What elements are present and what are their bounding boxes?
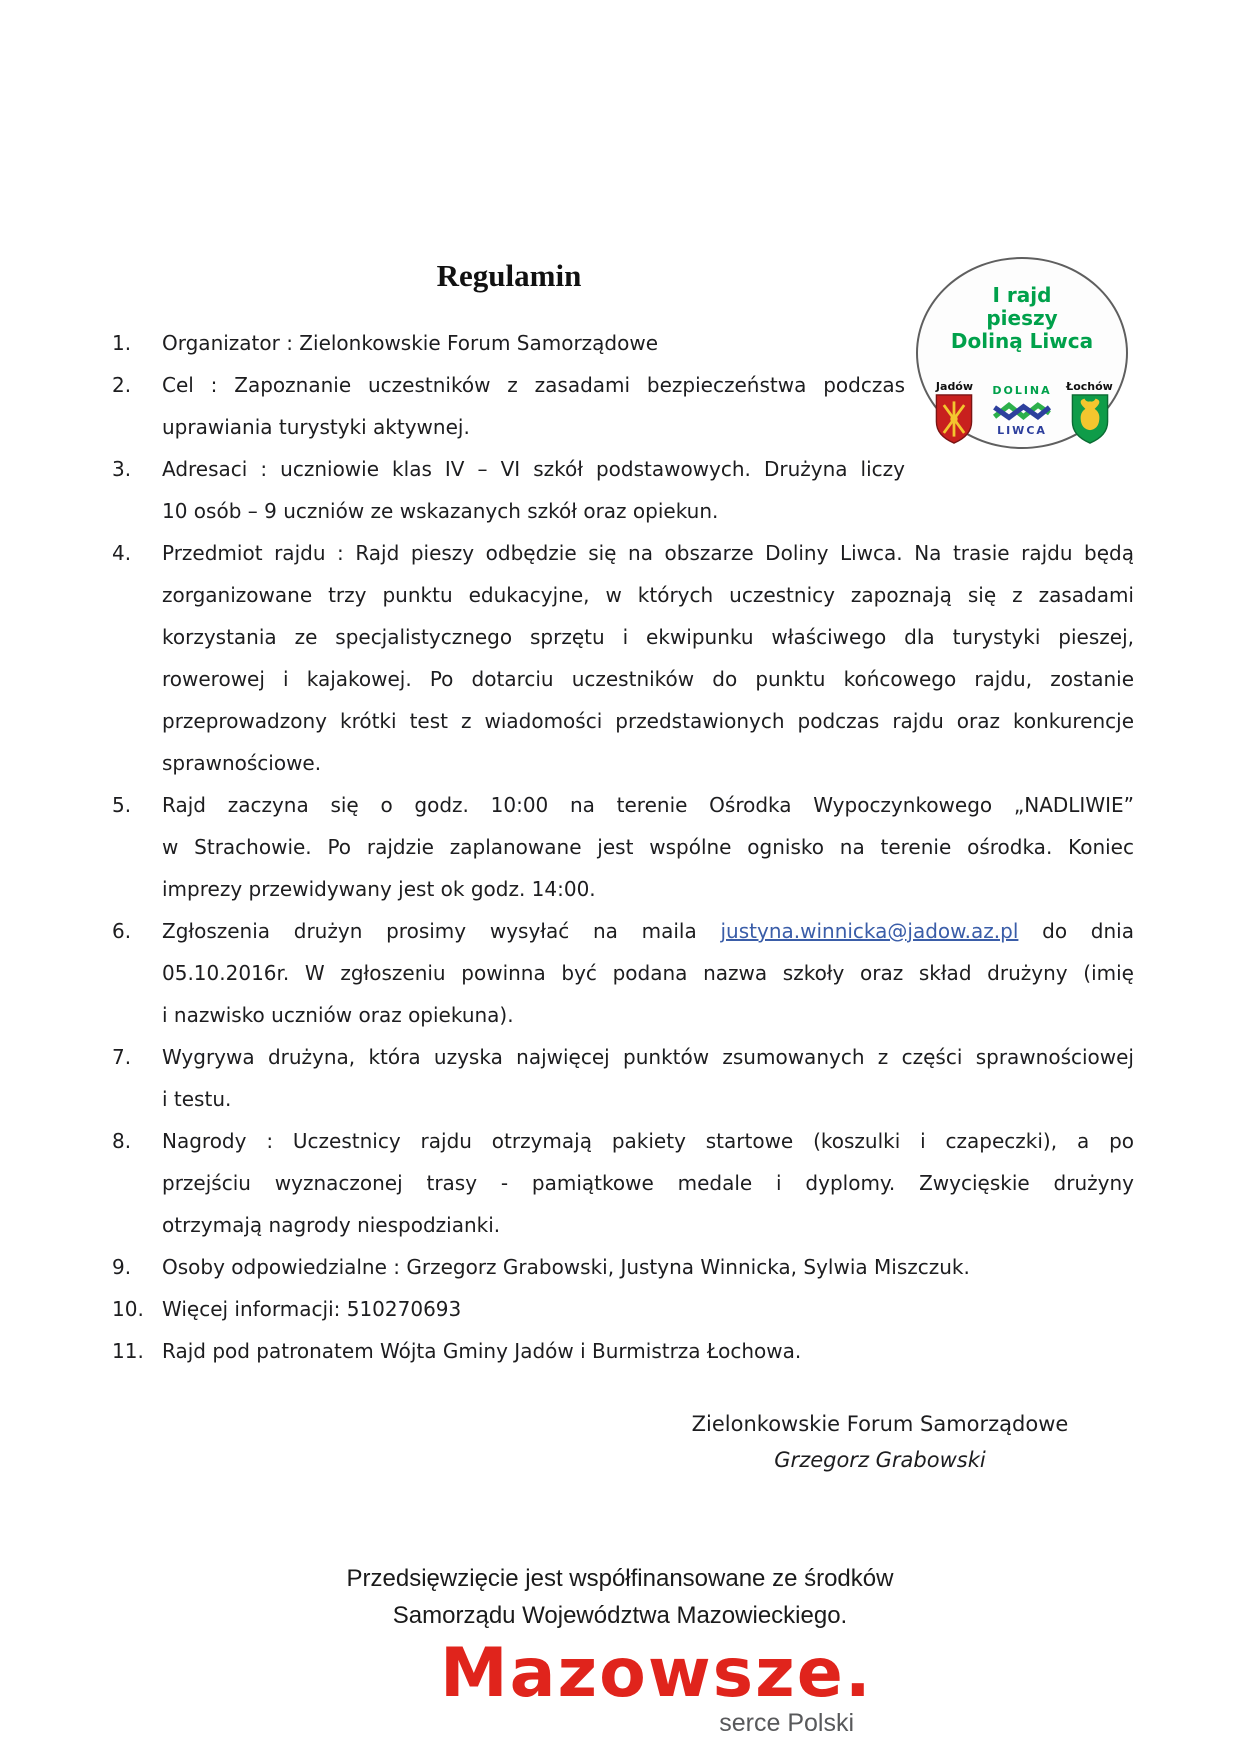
item-text: Rajd pod patronatem Wójta Gminy Jadów i Burmistrza Łochowa. [162,1339,802,1363]
logo-title-line1: I rajd [992,283,1052,307]
item-6-line-3 [112,994,1134,1036]
liwca-label: LIWCA [997,424,1047,437]
item-text: przeprowadzony krótki test z wiadomości przedstawionych podczas rajdu oraz konkurencje [162,709,1134,733]
item-5-line-3 [112,868,1134,910]
item-9-number: 9. [112,1255,132,1279]
item-text: Rajd zaczyna się o godz. 10:00 na terenie Ośrodka Wypoczynkowego „NADLIWIE” [162,793,1134,817]
item-6-line-2 [112,952,1134,994]
dolina-label: DOLINA [992,384,1052,397]
item-8-line-3 [112,1204,1134,1246]
item-6-number: 6. [112,919,132,943]
item-text: sprawnościowe. [162,751,322,775]
item-text: i nazwisko uczniów oraz opiekuna). [162,1003,514,1027]
item-4-line-5 [112,700,1134,742]
item-text: Wygrywa drużyna, która uzyska najwięcej punktów zsumowanych z części sprawnościowej [162,1045,1134,1069]
mazowsze-logo [440,1634,873,1737]
regulations-list [112,322,1134,1372]
funding-note-line1: Przedsięwzięcie jest współfinansowane ze środków [346,1565,894,1592]
item-8-line-1 [112,1120,1134,1162]
item-10-number: 10. [112,1297,144,1321]
item-8-number: 8. [112,1129,132,1153]
item-3-line-1 [112,448,905,490]
item-text: Cel : Zapoznanie uczestników z zasadami bezpieczeństwa podczas [162,373,905,397]
item-1-line-1 [112,322,1134,364]
item-text: Przedmiot rajdu : Rajd pieszy odbędzie się na obszarze Doliny Liwca. Na trasie rajdu będą [162,541,1134,565]
item-11-number: 11. [112,1339,144,1363]
funding-note [20,1560,1220,1634]
mazowsze-tagline: serce Polski [719,1709,854,1737]
item-11-line-1 [112,1330,1134,1372]
item-4-line-6 [112,742,1134,784]
item-text: rowerowej i kajakowej. Po dotarciu uczestników do punktu końcowego rajdu, zostanie [162,667,1134,691]
item-7-line-2 [112,1078,1134,1120]
logo-title-line2: pieszy [986,306,1058,330]
item-3-number: 3. [112,457,132,481]
item-text: Adresaci : uczniowie klas IV – VI szkół podstawowych. Drużyna liczy [162,457,905,481]
item-10-line-1 [112,1288,1134,1330]
item-text: korzystania ze specjalistycznego sprzętu i ekwipunku właściwego dla turystyki pieszej, [162,625,1134,649]
item-text: Nagrody : Uczestnicy rajdu otrzymają pakiety startowe (koszulki i czapeczki), a po [162,1129,1134,1153]
item-2-number: 2. [112,373,132,397]
item-text: uprawiania turystyki aktywnej. [162,415,470,439]
item-text: Osoby odpowiedzialne : Grzegorz Grabowski, Justyna Winnicka, Sylwia Miszczuk. [162,1255,970,1279]
item-4-line-4 [112,658,1134,700]
item-4-line-2 [112,574,1134,616]
page-title: Regulamin [436,258,582,293]
item-text: Zgłoszenia drużyn prosimy wysyłać na maila [162,919,697,943]
item-text: 10 osób – 9 uczniów ze wskazanych szkół oraz opiekun. [162,499,719,523]
item-4-number: 4. [112,541,132,565]
item-text: Więcej informacji: 510270693 [162,1297,462,1321]
item-text: i testu. [162,1087,232,1111]
item-2-line-1 [112,364,905,406]
email-link[interactable]: justyna.winnicka@jadow.az.pl [720,919,1019,943]
funding-note-line2: Samorządu Województwa Mazowieckiego. [392,1602,848,1629]
item-5-line-1 [112,784,1134,826]
item-text: do dnia [1042,919,1134,943]
jadow-crest-label: Jadów [935,380,974,393]
item-7-line-1 [112,1036,1134,1078]
item-text: Organizator : Zielonkowskie Forum Samorządowe [162,331,659,355]
signature-organization: Zielonkowskie Forum Samorządowe [691,1412,1069,1436]
mazowsze-wordmark: Mazowsze. [440,1634,873,1713]
lochow-crest-label: Łochów [1066,380,1113,393]
item-8-line-2 [112,1162,1134,1204]
item-4-line-1 [112,532,1134,574]
logo-title-line3: Doliną Liwca [950,329,1094,353]
item-text: imprezy przewidywany jest ok godz. 14:00. [162,877,596,901]
item-text: w Strachowie. Po rajdzie zaplanowane jest wspólne ognisko na terenie ośrodka. Koniec [162,835,1134,859]
item-text: otrzymają nagrody niespodzianki. [162,1213,501,1237]
item-7-number: 7. [112,1045,132,1069]
item-2-line-2 [112,406,1134,448]
signature-name: Grzegorz Grabowski [774,1448,986,1472]
item-text: zorganizowane trzy punktu edukacyjne, w których uczestnicy zapoznają się z zasadami [162,583,1134,607]
item-text: 05.10.2016r. W zgłoszeniu powinna być podana nazwa szkoły oraz skład drużyny (imię [162,961,1134,985]
item-6-line-1 [112,910,1134,952]
item-3-line-2 [112,490,1134,532]
item-4-line-3 [112,616,1134,658]
item-1-number: 1. [112,331,132,355]
item-text: przejściu wyznaczonej trasy - pamiątkowe medale i dyplomy. Zwycięskie drużyny [162,1171,1134,1195]
item-5-line-2 [112,826,1134,868]
signature-block [640,1406,1120,1478]
item-5-number: 5. [112,793,132,817]
item-9-line-1 [112,1246,1134,1288]
